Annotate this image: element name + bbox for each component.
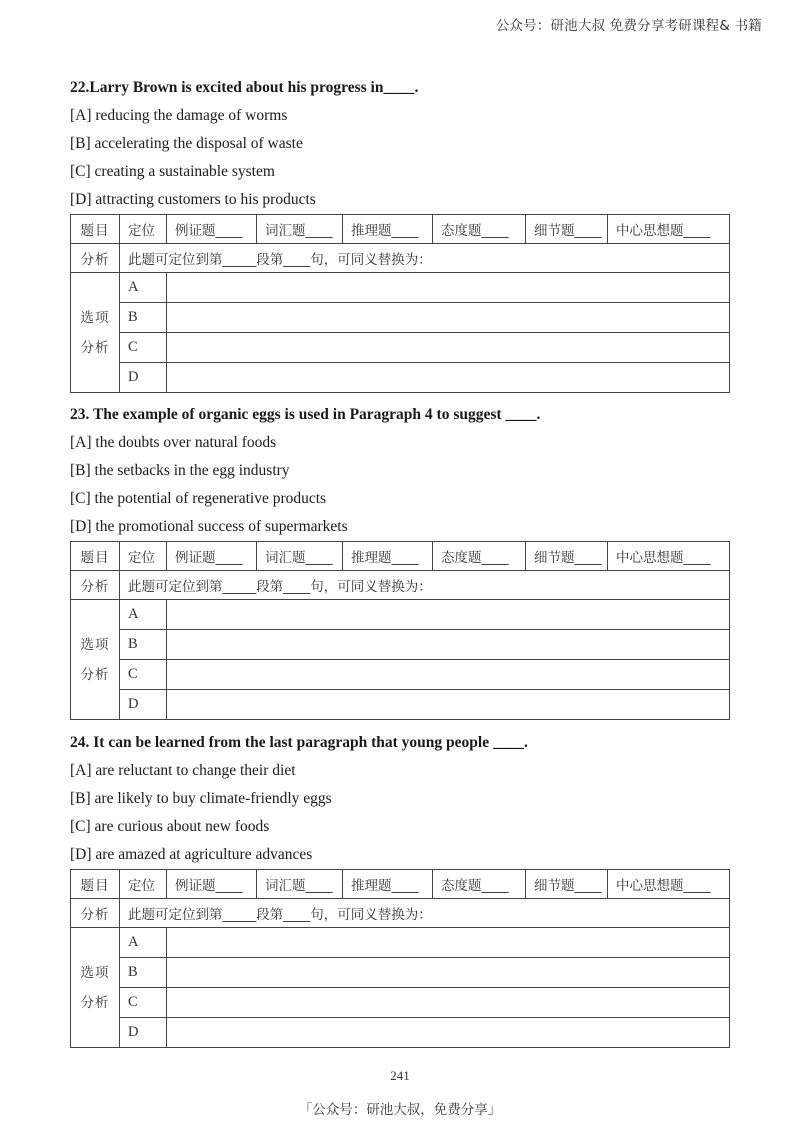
option-analysis-label-bottom: 分析 bbox=[80, 994, 110, 1011]
question-type-cell: 细节题____ bbox=[526, 215, 608, 244]
question-analysis-label-top: 题目 bbox=[71, 215, 120, 244]
answer-option: [D] attracting customers to his products bbox=[70, 191, 316, 208]
answer-option: [A] reducing the damage of worms bbox=[70, 107, 288, 124]
locate-text: 此题可定位到第_____段第____句，可同义替换为： bbox=[120, 571, 730, 600]
question-type-cell: 词汇题____ bbox=[257, 542, 343, 571]
option-analysis-field[interactable] bbox=[167, 333, 730, 363]
option-letter: C bbox=[120, 988, 167, 1018]
question-type-cell: 词汇题____ bbox=[257, 870, 343, 899]
question-analysis-label-top: 题目 bbox=[71, 542, 120, 571]
question-type-cell: 词汇题____ bbox=[257, 215, 343, 244]
option-analysis-field[interactable] bbox=[167, 630, 730, 660]
question-analysis-label-bottom: 分析 bbox=[71, 899, 120, 928]
option-analysis-label-top: 选项 bbox=[80, 309, 110, 326]
answer-option: [C] are curious about new foods bbox=[70, 818, 270, 835]
question-block bbox=[70, 401, 729, 720]
option-analysis-field[interactable] bbox=[167, 273, 730, 303]
question-analysis-label-top: 题目 bbox=[71, 870, 120, 899]
page-header: 公众号：研池大叔 免费分享考研课程& 书籍 bbox=[495, 18, 762, 34]
option-letter: D bbox=[120, 363, 167, 393]
question-title: 22.Larry Brown is excited about his progress in____. bbox=[70, 79, 419, 96]
question-type-cell: 中心思想题____ bbox=[608, 215, 730, 244]
option-analysis-field[interactable] bbox=[167, 690, 730, 720]
option-letter: A bbox=[120, 928, 167, 958]
page-number: 241 bbox=[390, 1068, 410, 1083]
option-letter: D bbox=[120, 690, 167, 720]
option-letter: C bbox=[120, 333, 167, 363]
question-type-cell: 态度题____ bbox=[433, 542, 526, 571]
question-type-cell: 细节题____ bbox=[526, 870, 608, 899]
question-type-cell: 定位 bbox=[120, 542, 167, 571]
option-analysis-label bbox=[71, 928, 120, 1048]
option-analysis-field[interactable] bbox=[167, 988, 730, 1018]
locate-text: 此题可定位到第_____段第____句，可同义替换为： bbox=[120, 899, 730, 928]
option-analysis-field[interactable] bbox=[167, 928, 730, 958]
question-analysis-label-bottom: 分析 bbox=[71, 571, 120, 600]
answer-option: [B] the setbacks in the egg industry bbox=[70, 462, 290, 479]
question-type-cell: 细节题____ bbox=[526, 542, 608, 571]
option-analysis-field[interactable] bbox=[167, 1018, 730, 1048]
answer-option: [A] are reluctant to change their diet bbox=[70, 762, 296, 779]
question-type-cell: 例证题____ bbox=[167, 542, 257, 571]
option-analysis-label-bottom: 分析 bbox=[80, 339, 110, 356]
answer-option: [B] accelerating the disposal of waste bbox=[70, 135, 303, 152]
question-type-cell: 中心思想题____ bbox=[608, 870, 730, 899]
analysis-table bbox=[70, 869, 730, 1048]
question-type-cell: 推理题____ bbox=[343, 542, 433, 571]
question-block bbox=[70, 729, 729, 1048]
question-type-cell: 定位 bbox=[120, 870, 167, 899]
question-type-cell: 推理题____ bbox=[343, 215, 433, 244]
question-type-cell: 推理题____ bbox=[343, 870, 433, 899]
question-title: 24. It can be learned from the last paragraph that young people ____. bbox=[70, 734, 528, 751]
analysis-table bbox=[70, 214, 730, 393]
page-footer: 「公众号：研池大叔，免费分享」 bbox=[298, 1102, 502, 1118]
question-block bbox=[70, 74, 729, 393]
question-type-cell: 态度题____ bbox=[433, 215, 526, 244]
answer-option: [A] the doubts over natural foods bbox=[70, 434, 277, 451]
option-letter: A bbox=[120, 600, 167, 630]
option-analysis-field[interactable] bbox=[167, 958, 730, 988]
question-type-cell: 例证题____ bbox=[167, 870, 257, 899]
answer-option: [D] are amazed at agriculture advances bbox=[70, 846, 313, 863]
option-letter: B bbox=[120, 630, 167, 660]
option-analysis-label bbox=[71, 273, 120, 393]
option-analysis-label-bottom: 分析 bbox=[80, 666, 110, 683]
option-letter: B bbox=[120, 303, 167, 333]
question-analysis-label-bottom: 分析 bbox=[71, 244, 120, 273]
option-analysis-field[interactable] bbox=[167, 303, 730, 333]
option-analysis-label-top: 选项 bbox=[80, 636, 110, 653]
option-letter: A bbox=[120, 273, 167, 303]
question-type-cell: 例证题____ bbox=[167, 215, 257, 244]
option-analysis-label bbox=[71, 600, 120, 720]
question-title: 23. The example of organic eggs is used in Paragraph 4 to suggest ____. bbox=[70, 406, 541, 423]
option-analysis-field[interactable] bbox=[167, 600, 730, 630]
option-analysis-field[interactable] bbox=[167, 363, 730, 393]
answer-option: [C] the potential of regenerative products bbox=[70, 490, 327, 507]
option-letter: B bbox=[120, 958, 167, 988]
analysis-table bbox=[70, 541, 730, 720]
option-analysis-field[interactable] bbox=[167, 660, 730, 690]
answer-option: [C] creating a sustainable system bbox=[70, 163, 275, 180]
answer-option: [D] the promotional success of supermarkets bbox=[70, 518, 348, 535]
question-type-cell: 态度题____ bbox=[433, 870, 526, 899]
option-analysis-label-top: 选项 bbox=[80, 964, 110, 981]
question-type-cell: 中心思想题____ bbox=[608, 542, 730, 571]
locate-text: 此题可定位到第_____段第____句，可同义替换为： bbox=[120, 244, 730, 273]
answer-option: [B] are likely to buy climate-friendly eggs bbox=[70, 790, 332, 807]
option-letter: C bbox=[120, 660, 167, 690]
option-letter: D bbox=[120, 1018, 167, 1048]
question-type-cell: 定位 bbox=[120, 215, 167, 244]
